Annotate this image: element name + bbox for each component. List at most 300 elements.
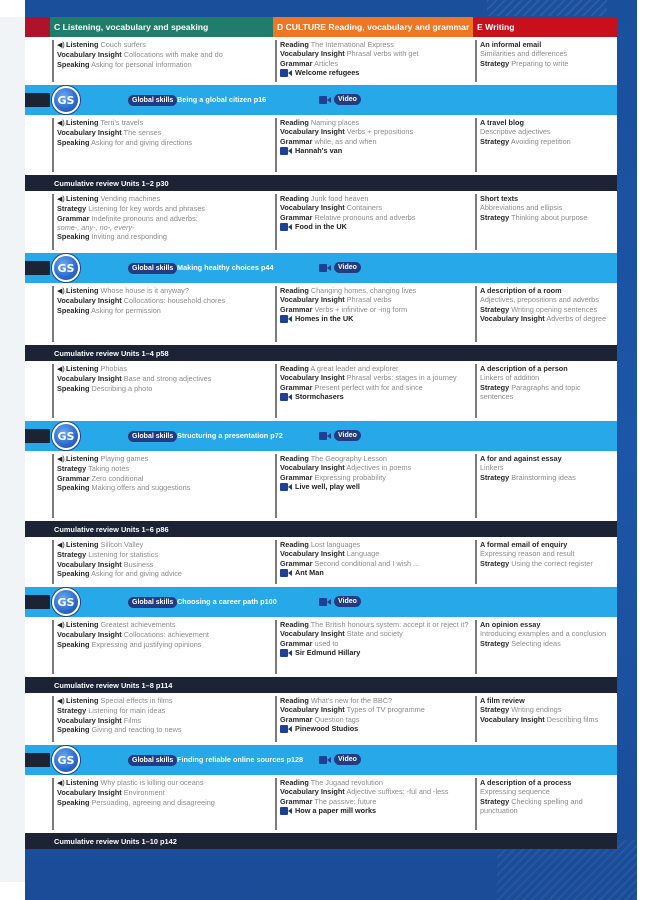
speaker-icon: ◀) xyxy=(57,288,65,295)
writing-title: A for and against essay xyxy=(480,454,562,463)
speaking-line-label: Speaking xyxy=(57,137,90,147)
grammar-line-value: used to xyxy=(314,638,339,648)
video-link[interactable] xyxy=(280,568,469,577)
grammar-line-label: Grammar xyxy=(280,382,313,392)
listening-line-value: Silicon Valley xyxy=(100,540,144,549)
strategy-line-value: Thinking about purpose xyxy=(511,212,588,222)
vocab-line xyxy=(57,50,269,59)
reading-line-value: The Geography Lesson xyxy=(310,454,387,463)
global-skills-band xyxy=(25,85,617,115)
grammar-line xyxy=(280,305,469,314)
reading-line-label: Reading xyxy=(280,620,309,629)
cell-listening-speaking xyxy=(50,191,273,253)
vocab-line xyxy=(280,373,469,382)
cell-listening-speaking xyxy=(50,283,273,345)
reading-line-label: Reading xyxy=(280,540,309,549)
global-skills-topic[interactable]: Being a global citizen p16 xyxy=(177,95,267,104)
cell-culture-reading xyxy=(273,693,473,745)
strategy-line-value: Taking notes xyxy=(88,464,130,474)
vocab-line-label: Vocabulary Insight xyxy=(280,203,345,213)
strategy-line-label: Strategy xyxy=(480,304,510,314)
strategy-line xyxy=(480,59,613,68)
strategy-line xyxy=(480,213,613,222)
column-headers xyxy=(25,17,617,37)
grammar-line-cont xyxy=(57,223,269,232)
strategy-line-value: Paragraphs and topic sentences xyxy=(480,382,581,401)
global-skills-video-button[interactable] xyxy=(319,430,361,441)
vocab-line xyxy=(57,630,269,639)
vocab-line xyxy=(280,49,469,58)
reading-line-value: The International Express xyxy=(310,40,394,49)
video-title: Ant Man xyxy=(295,567,324,577)
grammar-line-value: Second conditional and I wish ... xyxy=(314,558,420,568)
video-label: Video xyxy=(334,430,361,441)
strategy-line xyxy=(480,305,613,314)
cell-writing xyxy=(473,693,617,745)
strategy-line-value: Writing opening sentences xyxy=(511,304,598,314)
vocab-line-value: Verbs + prepositions xyxy=(346,127,414,137)
video-title: Live well, play well xyxy=(295,481,360,491)
global-skills-band xyxy=(25,421,617,451)
speaking-line-value: Expressing and justifying opinions xyxy=(91,639,202,649)
strategy-line xyxy=(57,706,269,715)
grammar-line xyxy=(280,59,469,68)
global-skills-topic[interactable]: Structuring a presentation p72 xyxy=(177,431,283,440)
strategy-line xyxy=(480,797,613,816)
vocab-line-label: Vocabulary Insight xyxy=(57,715,122,725)
strategy-line xyxy=(480,383,613,402)
vocab-line-label: Vocabulary Insight xyxy=(480,313,545,323)
strategy-line-value: Selecting ideas xyxy=(511,638,561,648)
strategy-line-value: Listening for main ideas xyxy=(88,706,166,716)
vocab-line-label: Vocabulary Insight xyxy=(280,629,345,639)
page-top-stripes xyxy=(25,0,637,18)
video-link[interactable] xyxy=(280,68,469,77)
strategy-line-label: Strategy xyxy=(480,558,510,568)
unit-column-header xyxy=(25,17,50,37)
speaking-line-value: Persuading, agreeing and disagreeing xyxy=(91,797,215,807)
speaking-line-label: Speaking xyxy=(57,383,90,393)
writing-title: A description of a person xyxy=(480,364,568,373)
reading-line xyxy=(280,40,469,49)
cell-culture-reading xyxy=(273,191,473,253)
cell-writing xyxy=(473,191,617,253)
vocab-line xyxy=(57,788,269,797)
cell-writing xyxy=(473,451,617,521)
grammar-line-label: Grammar xyxy=(280,638,313,648)
grammar-line-value: Articles xyxy=(314,58,338,68)
video-title: Homes in the UK xyxy=(295,313,354,323)
speaking-line-label: Speaking xyxy=(57,568,90,578)
unit-row xyxy=(25,693,617,745)
reading-line xyxy=(280,286,469,295)
writing-title: An opinion essay xyxy=(480,620,541,629)
reading-line-value: The British honours system: accept it or reject it? xyxy=(310,620,469,629)
gs-logo-icon: GS xyxy=(52,588,80,616)
strategy-line xyxy=(480,559,613,568)
vocab-line-label: Vocabulary Insight xyxy=(280,549,345,559)
header-writing: E Writing xyxy=(473,17,617,37)
global-skills-video-button[interactable] xyxy=(319,94,361,105)
reading-line-label: Reading xyxy=(280,364,309,373)
grammar-line xyxy=(280,137,469,146)
reading-line-value: Junk food heaven xyxy=(310,194,369,203)
listening-line xyxy=(57,454,269,464)
unit-row xyxy=(25,283,617,345)
strategy-line-value: Listening for statistics xyxy=(88,550,158,560)
reading-line xyxy=(280,194,469,203)
grammar-line-value: Present perfect with for and since xyxy=(314,382,423,392)
listening-line xyxy=(57,696,269,706)
listening-line-label: Listening xyxy=(66,364,99,373)
unit-row xyxy=(25,115,617,175)
vocab-line-label: Vocabulary Insight xyxy=(57,630,122,640)
cell-culture-reading xyxy=(273,537,473,587)
cell-culture-reading xyxy=(273,617,473,677)
strategy-line-label: Strategy xyxy=(57,204,87,214)
cell-culture-reading xyxy=(273,451,473,521)
band-left-marker xyxy=(25,753,50,767)
band-left-marker xyxy=(25,93,50,107)
strategy-line-value: Avoiding repetition xyxy=(510,136,571,146)
band-left-marker xyxy=(25,595,50,609)
vocab-line xyxy=(280,295,469,304)
vocab-line xyxy=(480,314,613,323)
global-skills-video-button[interactable] xyxy=(319,262,361,273)
vocab-line-value: Types of TV programme xyxy=(346,705,425,715)
cumulative-review-band[interactable]: Cumulative review Units 1–8 p114 xyxy=(25,677,617,693)
writing-subtopic: Linkers xyxy=(480,463,504,473)
listening-line xyxy=(57,620,269,630)
reading-line xyxy=(280,118,469,127)
writing-subtopic: Expressing sequence xyxy=(480,787,550,797)
video-title: Welcome refugees xyxy=(295,67,360,77)
speaker-icon: ◀) xyxy=(57,42,65,49)
listening-line xyxy=(57,118,269,128)
video-title: Pinewood Studios xyxy=(295,723,359,733)
global-skills-band xyxy=(25,587,617,617)
video-label: Video xyxy=(334,262,361,273)
gs-logo-icon: GS xyxy=(52,86,80,114)
global-skills-video-button[interactable] xyxy=(319,754,361,765)
cumulative-review-band[interactable]: Cumulative review Units 1–2 p30 xyxy=(25,175,617,191)
strategy-line xyxy=(57,204,269,213)
strategy-line xyxy=(480,705,613,714)
grammar-line-label: Grammar xyxy=(280,136,313,146)
vocab-line-label: Vocabulary Insight xyxy=(280,49,345,59)
vocab-line-label: Vocabulary Insight xyxy=(280,295,345,305)
unit-row xyxy=(25,361,617,421)
video-title: Stormchasers xyxy=(295,391,344,401)
cumulative-review-band[interactable]: Cumulative review Units 1–6 p86 xyxy=(25,521,617,537)
global-skills-badge: Global skills xyxy=(128,431,177,442)
cumulative-review-band[interactable]: Cumulative review Units 1–10 p142 xyxy=(25,833,617,849)
vocab-line-value: Collocations with make and do xyxy=(123,50,223,60)
writing-title: An informal email xyxy=(480,40,542,49)
speaking-line-label: Speaking xyxy=(57,232,90,242)
writing-title: Short texts xyxy=(480,194,519,203)
video-camera-icon xyxy=(280,147,292,155)
listening-line-value: Terri's travels xyxy=(100,118,144,127)
reading-line-value: Changing homes, changing lives xyxy=(310,286,417,295)
vocab-line-label: Vocabulary Insight xyxy=(280,127,345,137)
vocab-line xyxy=(57,374,269,383)
cell-listening-speaking xyxy=(50,361,273,421)
vocab-line-label: Vocabulary Insight xyxy=(280,463,345,473)
speaker-icon: ◀) xyxy=(57,456,65,463)
strategy-line-value: Brainstorming ideas xyxy=(511,472,576,482)
cell-culture-reading xyxy=(273,361,473,421)
listening-line-label: Listening xyxy=(66,194,99,203)
vocab-line-value: Base and strong adjectives xyxy=(123,374,212,384)
listening-line xyxy=(57,540,269,550)
video-link[interactable] xyxy=(280,648,469,657)
reading-line xyxy=(280,778,469,787)
global-skills-band xyxy=(25,745,617,775)
cell-listening-speaking xyxy=(50,37,273,85)
vocab-line-value: Containers xyxy=(346,203,383,213)
writing-title: A film review xyxy=(480,696,525,705)
reading-line xyxy=(280,620,469,629)
strategy-line-label: Strategy xyxy=(57,550,87,560)
video-label: Video xyxy=(334,94,361,105)
strategy-line xyxy=(480,137,613,146)
grammar-line xyxy=(57,474,269,483)
listening-line-label: Listening xyxy=(66,620,99,629)
unit-row xyxy=(25,537,617,587)
video-camera-icon xyxy=(280,315,292,323)
grammar-line-value: Zero conditional xyxy=(91,473,144,483)
strategy-line-label: Strategy xyxy=(480,472,510,482)
reading-line-label: Reading xyxy=(280,118,309,127)
listening-line xyxy=(57,40,269,50)
vocab-line-label: Vocabulary Insight xyxy=(280,787,345,797)
vocab-line-value: Collocations: achievement xyxy=(123,630,209,640)
speaker-icon: ◀) xyxy=(57,196,65,203)
speaking-line xyxy=(57,232,269,241)
global-skills-topic[interactable]: Finding reliable online sources p128 xyxy=(177,755,304,764)
listening-line xyxy=(57,286,269,296)
video-camera-icon xyxy=(319,96,331,104)
reading-line-value: A great leader and explorer xyxy=(310,364,399,373)
video-camera-icon xyxy=(280,569,292,577)
video-link[interactable] xyxy=(280,222,469,231)
speaking-line-value: Making offers and suggestions xyxy=(91,482,191,492)
gs-logo-icon: GS xyxy=(52,254,80,282)
listening-line xyxy=(57,778,269,788)
speaking-line-label: Speaking xyxy=(57,797,90,807)
listening-line-value: Couch surfers xyxy=(100,40,146,49)
global-skills-topic[interactable]: Making healthy choices p44 xyxy=(177,263,274,272)
video-camera-icon xyxy=(319,598,331,606)
listening-line-value: Phobias xyxy=(100,364,127,373)
video-label: Video xyxy=(334,596,361,607)
writing-subtopic: Descriptive adjectives xyxy=(480,127,551,137)
vocab-line xyxy=(280,463,469,472)
vocab-line xyxy=(280,203,469,212)
vocab-line-value: Films xyxy=(123,715,142,725)
listening-line-label: Listening xyxy=(66,778,99,787)
strategy-line-value: Checking spelling and punctuation xyxy=(480,796,583,815)
vocab-line-label: Vocabulary Insight xyxy=(480,714,545,724)
strategy-line-label: Strategy xyxy=(480,638,510,648)
listening-line-value: Whose house is it anyway? xyxy=(100,286,189,295)
speaking-line xyxy=(57,725,269,734)
vocab-line-value: Language xyxy=(346,549,380,559)
vocab-line-value: Environment xyxy=(123,788,165,798)
listening-line-label: Listening xyxy=(66,286,99,295)
cell-writing xyxy=(473,283,617,345)
video-camera-icon xyxy=(280,393,292,401)
grammar-line-label: Grammar xyxy=(280,558,313,568)
cell-listening-speaking xyxy=(50,537,273,587)
cell-listening-speaking xyxy=(50,451,273,521)
speaking-line xyxy=(57,138,269,147)
cell-culture-reading xyxy=(273,37,473,85)
vocab-line-label: Vocabulary Insight xyxy=(57,50,122,60)
listening-line-label: Listening xyxy=(66,40,99,49)
strategy-line-label: Strategy xyxy=(57,464,87,474)
reading-line-value: What's new for the BBC? xyxy=(310,696,393,705)
cell-writing xyxy=(473,617,617,677)
vocab-line xyxy=(57,296,269,305)
vocab-line xyxy=(280,629,469,638)
vocab-line xyxy=(480,715,613,724)
cell-writing xyxy=(473,115,617,175)
reading-line xyxy=(280,696,469,705)
speaking-line-value: Asking for personal information xyxy=(91,59,192,69)
vocab-line-value: Phrasal verbs: stages in a journey xyxy=(346,373,457,383)
strategy-line xyxy=(480,639,613,648)
speaking-line-value: Asking for and giving directions xyxy=(91,137,193,147)
speaker-icon: ◀) xyxy=(57,366,65,373)
reading-line-label: Reading xyxy=(280,696,309,705)
speaking-line xyxy=(57,483,269,492)
unit-row xyxy=(25,617,617,677)
video-title: Sir Edmund Hillary xyxy=(295,647,361,657)
speaking-line-value: Asking for permission xyxy=(91,305,161,315)
strategy-line-label: Strategy xyxy=(57,706,87,716)
listening-line-value: Why plastic is killing our oceans xyxy=(100,778,204,787)
listening-line xyxy=(57,364,269,374)
band-left-marker xyxy=(25,429,50,443)
listening-line-value: Vending machines xyxy=(100,194,161,203)
strategy-line xyxy=(57,550,269,559)
vocab-line-value: Adverbs of degree xyxy=(546,313,607,323)
gs-logo-icon: GS xyxy=(52,422,80,450)
cell-culture-reading xyxy=(273,283,473,345)
cell-listening-speaking xyxy=(50,693,273,745)
video-label: Video xyxy=(334,754,361,765)
unit-row xyxy=(25,191,617,253)
video-link[interactable] xyxy=(280,806,469,815)
band-left-marker xyxy=(25,261,50,275)
video-camera-icon xyxy=(319,432,331,440)
grammar-line-value: Question tags xyxy=(314,714,360,724)
strategy-line-label: Strategy xyxy=(480,212,510,222)
grammar-line-value: Expressing probability xyxy=(314,472,386,482)
grammar-line-value: The passive: future xyxy=(314,796,377,806)
strategy-line xyxy=(57,464,269,473)
vocab-line xyxy=(280,549,469,558)
global-skills-video-button[interactable] xyxy=(319,596,361,607)
reading-line-label: Reading xyxy=(280,40,309,49)
vocab-line-label: Vocabulary Insight xyxy=(280,373,345,383)
speaking-line-value: Asking for and giving advice xyxy=(91,568,182,578)
grammar-line xyxy=(280,715,469,724)
strategy-line-label: Strategy xyxy=(480,58,510,68)
speaking-line-label: Speaking xyxy=(57,639,90,649)
writing-subtopic: Expressing reason and result xyxy=(480,549,575,559)
global-skills-topic[interactable]: Choosing a career path p100 xyxy=(177,597,277,606)
video-camera-icon xyxy=(280,725,292,733)
cumulative-review-band[interactable]: Cumulative review Units 1–4 p58 xyxy=(25,345,617,361)
video-title: Hannah's van xyxy=(295,145,343,155)
vocab-line-label: Vocabulary Insight xyxy=(57,296,122,306)
vocab-line-value: Phrasal verbs xyxy=(346,295,392,305)
strategy-line-value: Preparing to write xyxy=(511,58,569,68)
listening-line-value: Special effects in films xyxy=(100,696,173,705)
vocab-line-value: State and society xyxy=(346,629,403,639)
listening-line-label: Listening xyxy=(66,540,99,549)
listening-line-label: Listening xyxy=(66,696,99,705)
cell-listening-speaking xyxy=(50,617,273,677)
listening-line xyxy=(57,194,269,204)
reading-line xyxy=(280,364,469,373)
video-link[interactable] xyxy=(280,146,469,155)
strategy-line xyxy=(480,473,613,482)
listening-line-label: Listening xyxy=(66,118,99,127)
reading-line-label: Reading xyxy=(280,194,309,203)
speaking-line xyxy=(57,569,269,578)
vocab-line-label: Vocabulary Insight xyxy=(57,374,122,384)
writing-title: A formal email of enquiry xyxy=(480,540,568,549)
reading-line-value: Lost languages xyxy=(310,540,361,549)
video-camera-icon xyxy=(319,264,331,272)
grammar-line-value: while, as and when xyxy=(314,136,377,146)
left-margin xyxy=(0,17,25,882)
video-link[interactable] xyxy=(280,392,469,401)
grammar-line xyxy=(280,383,469,392)
strategy-line-label: Strategy xyxy=(480,136,510,146)
speaker-icon: ◀) xyxy=(57,120,65,127)
vocab-line-value: Collocations: household chores xyxy=(123,296,226,306)
speaker-icon: ◀) xyxy=(57,622,65,629)
reading-line xyxy=(280,454,469,463)
reading-line-value: The Jugaad revolution xyxy=(310,778,383,787)
vocab-line xyxy=(280,787,469,796)
grammar-line-label: Grammar xyxy=(57,213,90,223)
video-camera-icon xyxy=(280,807,292,815)
speaking-line xyxy=(57,306,269,315)
vocab-line xyxy=(57,128,269,137)
header-listening-vocabulary-speaking: C Listening, vocabulary and speaking xyxy=(50,17,273,37)
video-link[interactable] xyxy=(280,482,469,491)
speaking-line-label: Speaking xyxy=(57,724,90,734)
grammar-line xyxy=(280,639,469,648)
grammar-line-label: Grammar xyxy=(280,304,313,314)
grammar-line-label: Grammar xyxy=(280,58,313,68)
cell-writing xyxy=(473,537,617,587)
grammar-line-value: Indefinite pronouns and adverbs: xyxy=(91,213,198,223)
video-link[interactable] xyxy=(280,724,469,733)
grammar-line xyxy=(280,797,469,806)
writing-subtopic: Similarities and differences xyxy=(480,49,568,59)
grammar-line-value: Verbs + infinitive or -ing form xyxy=(314,304,408,314)
video-link[interactable] xyxy=(280,314,469,323)
writing-title: A description of a room xyxy=(480,286,562,295)
writing-subtopic: Adjectives, prepositions and adverbs xyxy=(480,295,599,305)
